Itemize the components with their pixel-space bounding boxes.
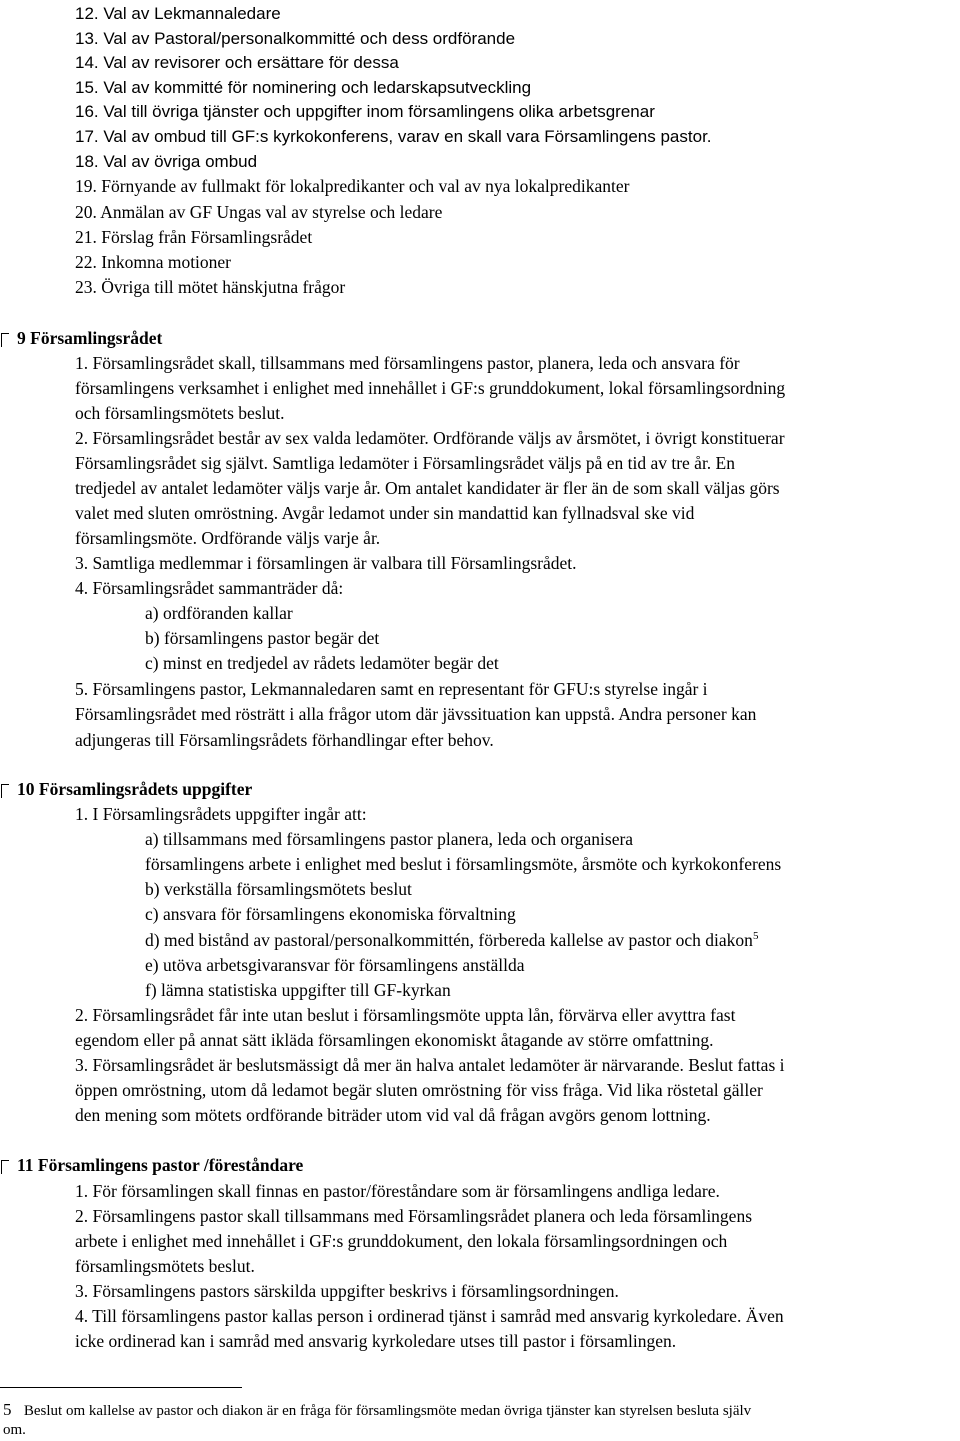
section-heading: 9 Församlingsrådet <box>17 328 163 348</box>
paragraph-line: 4. Församlingsrådet sammanträder då: <box>75 578 344 598</box>
paragraph-line: 4. Till församlingens pastor kallas person i ordinerad tjänst i samråd med ansvarig kyrkoledare. Även <box>75 1306 784 1326</box>
paragraph-line: egendom eller på annat sätt ikläda församlingen ekonomiskt åtagande av större omfattning. <box>75 1030 714 1050</box>
list-item: församlingens arbete i enlighet med beslut i församlingsmöte, årsmöte och kyrkokonferens <box>145 854 782 874</box>
paragraph-line: 1. Församlingsrådet skall, tillsammans med församlingens pastor, planera, leda och ansvara för <box>75 353 740 373</box>
paragraph-line: tredjedel av antalet ledamöter väljs varje år. Om antalet kandidater är fler än de som skall väljas görs <box>75 478 780 498</box>
list-item-text: d) med bistånd av pastoral/personalkommittén, förbereda kallelse av pastor och diakon <box>145 930 753 950</box>
paragraph-line: 3. Samtliga medlemmar i församlingen är valbara till Församlingsrådet. <box>75 553 577 573</box>
heading-rule-marker <box>0 1148 9 1174</box>
paragraph-line: den mening som mötets ordförande biträder utom vid val då frågan avgörs genom lottning. <box>75 1105 711 1125</box>
list-item: b) verkställa församlingsmötets beslut <box>145 879 412 899</box>
paragraph-line: arbete i enlighet med innehållet i GF:s grunddokument, den lokala församlingsordningen och <box>75 1231 728 1251</box>
section-heading: 10 Församlingsrådets uppgifter <box>17 779 253 799</box>
list-item <box>145 928 758 953</box>
paragraph-line: icke ordinerad kan i samråd med ansvarig kyrkoledare utses till pastor i församlingen. <box>75 1331 677 1351</box>
list-item: c) ansvara för församlingens ekonomiska förvaltning <box>145 904 516 924</box>
paragraph-line: 5. Församlingens pastor, Lekmannaledaren samt en representant för GFU:s styrelse ingår i <box>75 679 708 699</box>
heading-rule-marker <box>0 321 9 347</box>
list-item: e) utöva arbetsgivaransvar för församlingens anställda <box>145 955 525 975</box>
agenda-item: 14. Val av revisorer och ersättare för dessa <box>75 53 399 72</box>
paragraph-line: valet med sluten omröstning. Avgår ledamot under sin mandattid kan fyllnadsval ske vid <box>75 503 695 523</box>
agenda-item: 12. Val av Lekmannaledare <box>75 4 281 23</box>
paragraph-line: Församlingsrådet sig självt. Samtliga ledamöter i Församlingsrådet väljs på en tid av tre år. En <box>75 453 736 473</box>
paragraph-line: församlingsmöte. Ordförande väljs varje år. <box>75 528 381 548</box>
agenda-item: 20. Anmälan av GF Ungas val av styrelse och ledare <box>75 202 443 222</box>
paragraph-line: adjungeras till Församlingsrådets förhandlingar efter behov. <box>75 730 494 750</box>
agenda-item: 17. Val av ombud till GF:s kyrkokonferens, varav en skall vara Församlingens pastor. <box>75 127 712 146</box>
agenda-item: 19. Förnyande av fullmakt för lokalpredikanter och val av nya lokalpredikanter <box>75 176 630 196</box>
footnote-text: Beslut om kallelse av pastor och diakon är en fråga för församlingsmöte medan övriga tjänster kan styrelsen besluta själv <box>23 1403 752 1419</box>
list-item: f) lämna statistiska uppgifter till GF-kyrkan <box>145 980 451 1000</box>
agenda-item: 21. Förslag från Församlingsrådet <box>75 227 313 247</box>
footnote <box>3 1398 751 1422</box>
paragraph-line: 2. Församlingens pastor skall tillsammans med Församlingsrådet planera och leda församlingens <box>75 1206 753 1226</box>
section-heading: 11 Församlingens pastor /föreståndare <box>17 1155 304 1175</box>
agenda-item: 15. Val av kommitté för nominering och ledarskapsutveckling <box>75 78 532 97</box>
agenda-item: 22. Inkomna motioner <box>75 252 232 272</box>
list-item: a) tillsammans med församlingens pastor planera, leda och organisera <box>145 829 634 849</box>
footnote-reference[interactable]: 5 <box>752 930 759 942</box>
paragraph-line: 1. I Församlingsrådets uppgifter ingår att: <box>75 804 367 824</box>
paragraph-line: församlingens verksamhet i enlighet med innehållet i GF:s grunddokument, lokal församlingsordning <box>75 378 786 398</box>
footnote-number: 5 <box>3 1400 12 1419</box>
paragraph-line: 3. Församlingens pastors särskilda uppgifter beskrivs i församlingsordningen. <box>75 1281 619 1301</box>
agenda-item: 16. Val till övriga tjänster och uppgifter inom församlingens olika arbetsgrenar <box>75 102 655 121</box>
list-item: a) ordföranden kallar <box>145 603 293 623</box>
paragraph-line: öppen omröstning, utom då ledamot begär sluten omröstning för viss fråga. Vid lika röstetal gäller <box>75 1080 763 1100</box>
agenda-item: 18. Val av övriga ombud <box>75 152 258 171</box>
list-item: b) församlingens pastor begär det <box>145 628 380 648</box>
footnote-separator <box>0 1387 242 1388</box>
paragraph-line: församlingsmötets beslut. <box>75 1256 255 1276</box>
heading-rule-marker <box>0 772 9 798</box>
footnote-continuation: om. <box>3 1422 26 1438</box>
paragraph-line: Församlingsrådet med rösträtt i alla frågor utom där jävssituation kan uppstå. Andra personer kan <box>75 704 757 724</box>
paragraph-line: 2. Församlingsrådet får inte utan beslut i församlingsmöte uppta lån, förvärva eller avyttra fast <box>75 1005 736 1025</box>
paragraph-line: 1. För församlingen skall finnas en pastor/föreståndare som är församlingens andliga ledare. <box>75 1181 720 1201</box>
agenda-item: 13. Val av Pastoral/personalkommitté och dess ordförande <box>75 29 516 48</box>
paragraph-line: 3. Församlingsrådet är beslutsmässigt då mer än halva antalet ledamöter är närvarande. Beslut fattas i <box>75 1055 785 1075</box>
agenda-item: 23. Övriga till mötet hänskjutna frågor <box>75 277 346 297</box>
paragraph-line: och församlingsmötets beslut. <box>75 403 285 423</box>
list-item: c) minst en tredjedel av rådets ledamöter begär det <box>145 653 499 673</box>
paragraph-line: 2. Församlingsrådet består av sex valda ledamöter. Ordförande väljs av årsmötet, i övrigt konstituerar <box>75 428 785 448</box>
